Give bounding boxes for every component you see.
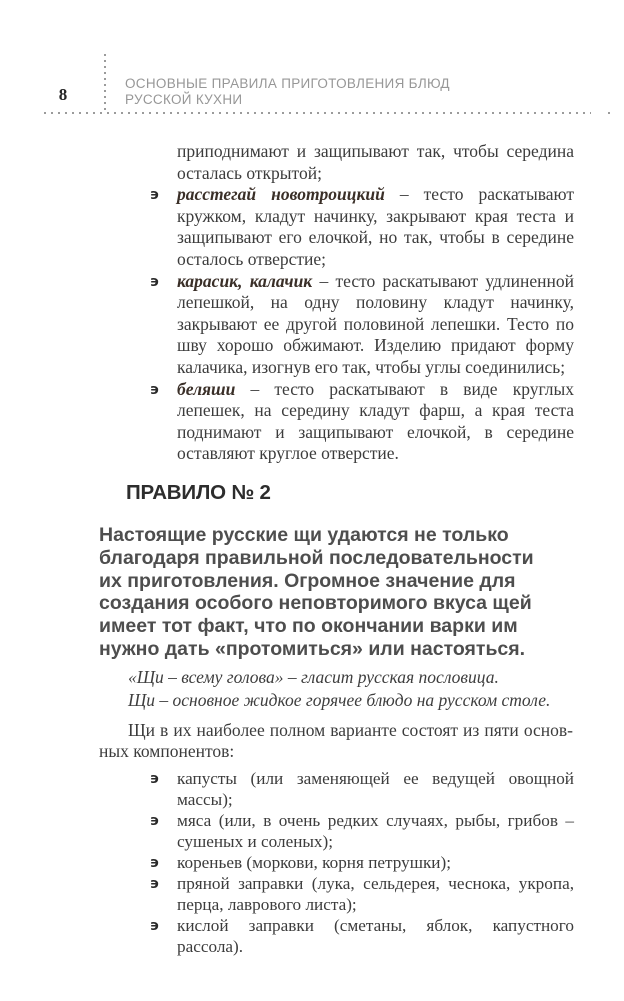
pastry-term: карасик, калачик: [177, 270, 313, 291]
bullet-icon: ϶: [150, 854, 160, 871]
running-header: ОСНОВНЫЕ ПРАВИЛА ПРИГОТОВЛЕНИЯ БЛЮД РУССКОЙ КУХНИ: [125, 76, 450, 107]
list-item: [150, 915, 574, 957]
page-number: 8: [58, 85, 68, 104]
pastry-text: – тесто раскатывают кружком, кладут начинку, закрывают края теста и защипывают его елочкой, но так, чтобы в середине осталось отверстие;: [177, 184, 575, 269]
page-content: [0, 141, 624, 957]
list-item: [150, 378, 574, 465]
dotted-rule-end-dot: [608, 112, 610, 114]
component-text: кореньев (моркови, корня петрушки);: [177, 852, 451, 872]
components-intro-paragraph: Щи в их наиболее полном варианте состоят из пяти основных компонентов:: [99, 719, 573, 762]
pastry-term: расстегай новотроицкий: [177, 184, 385, 205]
vertical-dotted-divider: [104, 54, 106, 113]
component-text: пряной заправки (лука, сельдерея, чеснока, укропа, перца, лаврового листа);: [177, 873, 574, 914]
list-item: [150, 768, 574, 810]
component-text: капусты (или заменяющей ее ведущей овощной массы);: [177, 768, 574, 809]
rule-heading: ПРАВИЛО № 2: [126, 480, 271, 504]
component-text: кислой заправки (сметаны, яблок, капустного рассола).: [177, 915, 574, 956]
pastry-term: беляши: [177, 378, 236, 399]
components-bullet-list: [0, 768, 624, 957]
list-item: [150, 852, 574, 873]
component-text: мяса (или, в очень редких случаях, рыбы, грибов – сушеных и соленых);: [177, 810, 574, 851]
list-item: [150, 873, 574, 915]
pastry-bullet-list: [0, 184, 624, 465]
pastry-text: – тесто раскатывают удлиненной лепешкой, на одну половину кладут начинку, закрывают ее другой половиной лепешки. Тесто по шву хорошо обжимают. Изделию придают форму калачика, изогнув его так, чтобы углы соединились;: [177, 270, 574, 377]
list-item: [150, 270, 574, 379]
list-item: [150, 184, 575, 270]
bullet-icon: ϶: [150, 187, 160, 204]
bullet-icon: ϶: [150, 770, 160, 787]
rule-intro-paragraph: Настоящие русские щи удаются не только благодаря правильной последовательности их приготовления. Огромное значение для создания особого неповторимого вкуса щей имеет тот факт, что по окончании варки им нужно дать «протомиться» или настояться.: [99, 523, 534, 660]
bullet-icon: ϶: [150, 917, 160, 934]
bullet-icon: ϶: [150, 273, 160, 290]
bullet-icon: ϶: [150, 381, 160, 398]
list-item: [150, 810, 574, 852]
bullet-icon: ϶: [150, 875, 160, 892]
proverb-quote: «Щи – всему голова» – гласит русская пословица. Щи – основное жидкое горячее блюдо на русском столе.: [128, 666, 551, 711]
bullet-icon: ϶: [150, 812, 160, 829]
horizontal-dotted-rule: [44, 112, 591, 114]
continuation-paragraph: приподнимают и защипывают так, чтобы середина осталась открытой;: [177, 141, 574, 183]
pastry-text: – тесто раскатывают в виде круглых лепешек, на середину кладут фарш, а края теста поднимают и защипывают елочкой, в середине оставляют круглое отверстие.: [177, 378, 574, 464]
